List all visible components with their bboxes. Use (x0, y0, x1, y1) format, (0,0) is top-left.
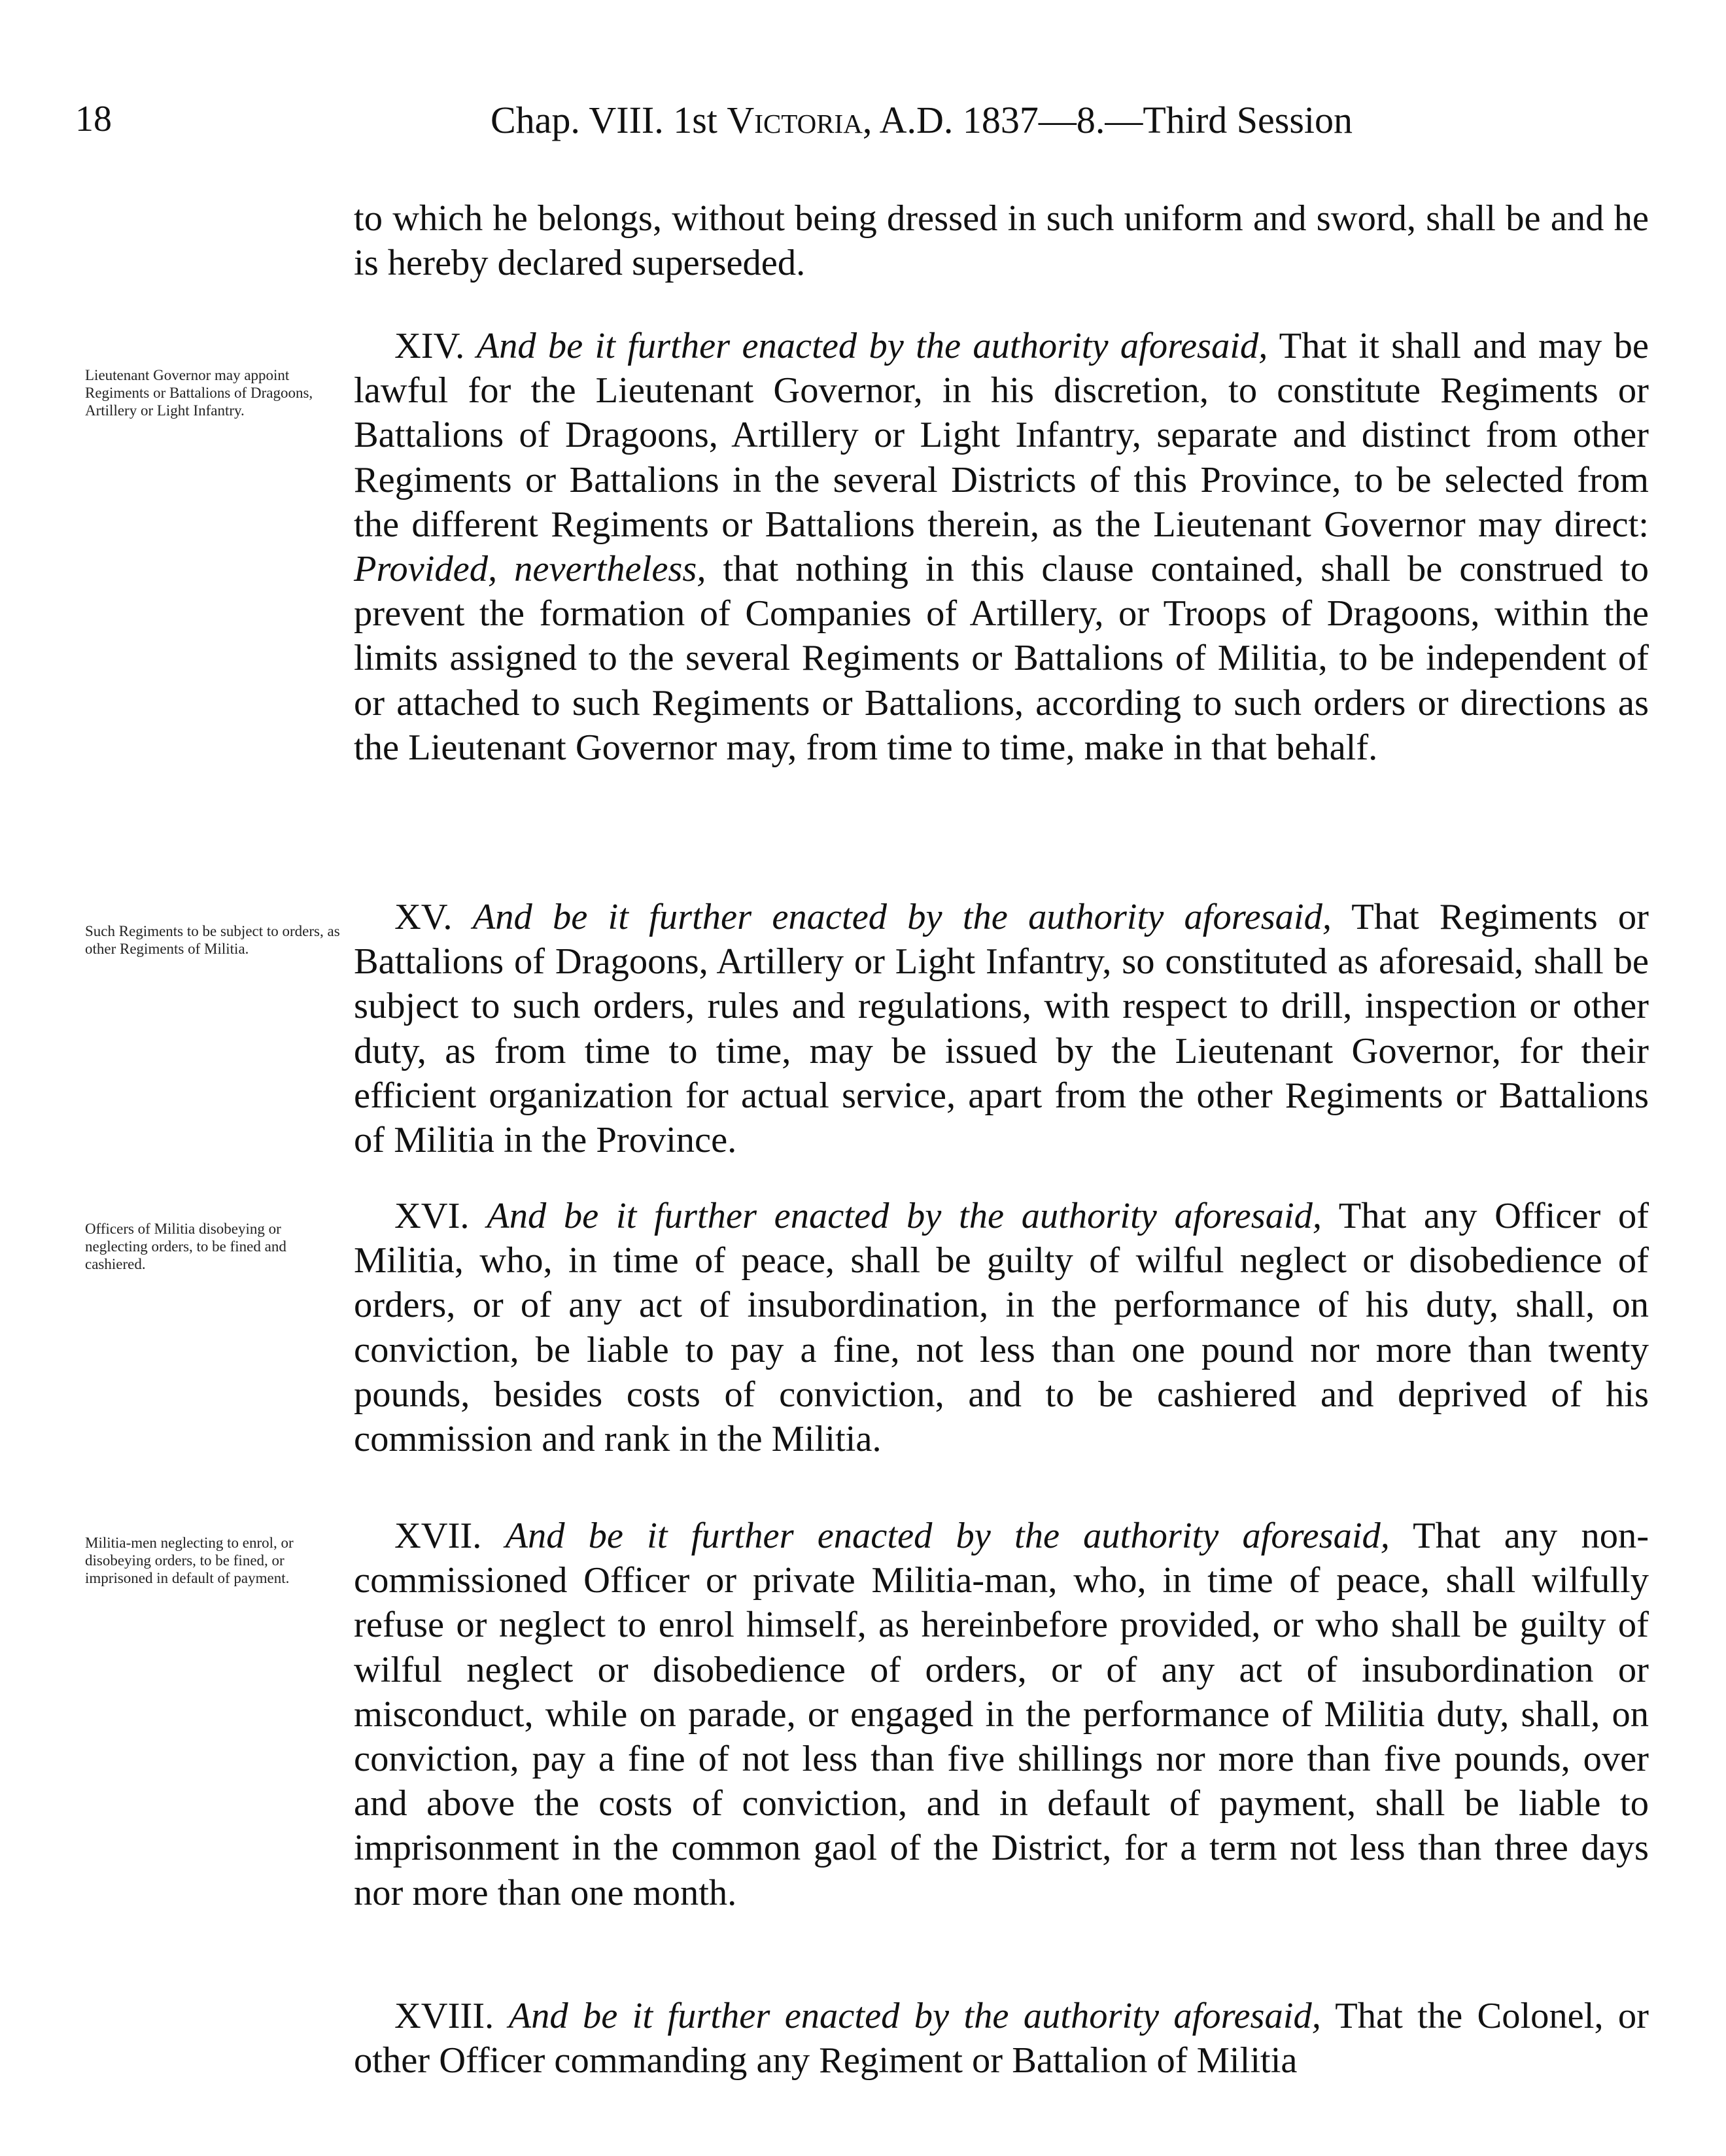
section-number: XVII. (394, 1516, 482, 1556)
section-body: That the Colonel, or other Officer commanding any Regiment or Battalion of Militia (354, 1996, 1649, 2081)
section-number: XVI. (394, 1196, 470, 1236)
section-body: That Regiments or Battalions of Dragoons, Artillery or Light Infantry, so constituted as aforesaid, shall be subject to such orders, rules and regulations, with respect to drill, inspection or other duty, as from time to time, may be issued by the Lieutenant Governor, for their efficient organization for actual service, apart from the other Regiments or Battalions of Militia in the Province. (354, 897, 1649, 1161)
continuation-paragraph (354, 196, 1649, 285)
margin-note-xv: Such Regiments to be subject to orders, as other Regiments of Militia. (85, 923, 340, 957)
section-body-continued: that nothing in this clause contained, shall be construed to prevent the formation of Companies of Artillery, or Troops of Dragoons, within the limits assigned to the several Regiments or Battalions of Militia, to be independent of or attached to such Regiments or Battalions, according to such orders or directions as the Lieutenant Governor may, from time to time, make in that behalf. (354, 549, 1649, 768)
margin-note-xiv: Lieutenant Governor may appoint Regiments or Battalions of Dragoons, Artillery or Light Infantry. (85, 367, 313, 419)
running-head-suffix: , A.D. 1837—8.—Third Session (862, 99, 1353, 141)
enacting-clause: And be it further enacted by the authority aforesaid, (487, 1196, 1322, 1236)
margin-note-xvii: Militia-men neglecting to enrol, or disobeying orders, to be fined, or imprisoned in default of payment. (85, 1535, 294, 1586)
enacting-clause: And be it further enacted by the authority aforesaid, (505, 1516, 1390, 1556)
section-number: XIV. (394, 326, 465, 366)
section-number: XVIII. (394, 1996, 494, 2036)
section-body: That any non-commissioned Officer or private Militia-man, who, in time of peace, shall wilfully refuse or neglect to enrol himself, as hereinbefore provided, or who shall be guilty of wilful neglect or disobedience of orders, or of any act of insubordination or misconduct, while on parade, or engaged in the performance of Militia duty, shall, on conviction, pay a fine of not less than five shillings nor more than five pounds, over and above the costs of conviction, and in default of payment, shall be liable to imprisonment in the common gaol of the District, for a term not less than three days nor more than one month. (354, 1516, 1649, 1913)
section-xvi (354, 1194, 1649, 1461)
section-xv (354, 895, 1649, 1162)
section-body: That any Officer of Militia, who, in time of peace, shall be guilty of wilful neglect or disobedience of orders, or of any act of insubordination, in the performance of his duty, shall, on conviction, be liable to pay a fine, not less than one pound nor more than twenty pounds, besides costs of conviction, and to be cashiered and deprived of his commission and rank in the Militia. (354, 1196, 1649, 1460)
section-xiv (354, 324, 1649, 770)
section-number: XV. (394, 897, 453, 937)
margin-note-xvi: Officers of Militia disobeying or neglecting orders, to be fined and cashiered. (85, 1221, 286, 1272)
running-head-prefix: Chap. VIII. 1st (491, 99, 727, 141)
enacting-clause: And be it further enacted by the authority aforesaid, (476, 326, 1268, 366)
enacting-clause: And be it further enacted by the authority aforesaid, (508, 1996, 1321, 2036)
running-head-victoria: Victoria (727, 99, 863, 141)
page-number: 18 (75, 99, 112, 139)
section-body: That it shall and may be lawful for the Lieutenant Governor, in his discretion, to constitute Regiments or Battalions of Dragoons, Artillery or Light Infantry, separate and distinct from other Regiments or Battalions in the several Districts of this Province, to be selected from the different Regiments or Battalions therein, as the Lieutenant Governor may direct: (354, 326, 1649, 545)
section-xviii (354, 1994, 1649, 2083)
running-head (491, 98, 1642, 142)
continuation-text: to which he belongs, without being dressed in such uniform and sword, shall be and he is hereby declared superseded. (354, 198, 1649, 284)
proviso: Provided, nevertheless, (354, 549, 706, 590)
section-xvii (354, 1514, 1649, 1915)
enacting-clause: And be it further enacted by the authority aforesaid, (472, 897, 1332, 937)
